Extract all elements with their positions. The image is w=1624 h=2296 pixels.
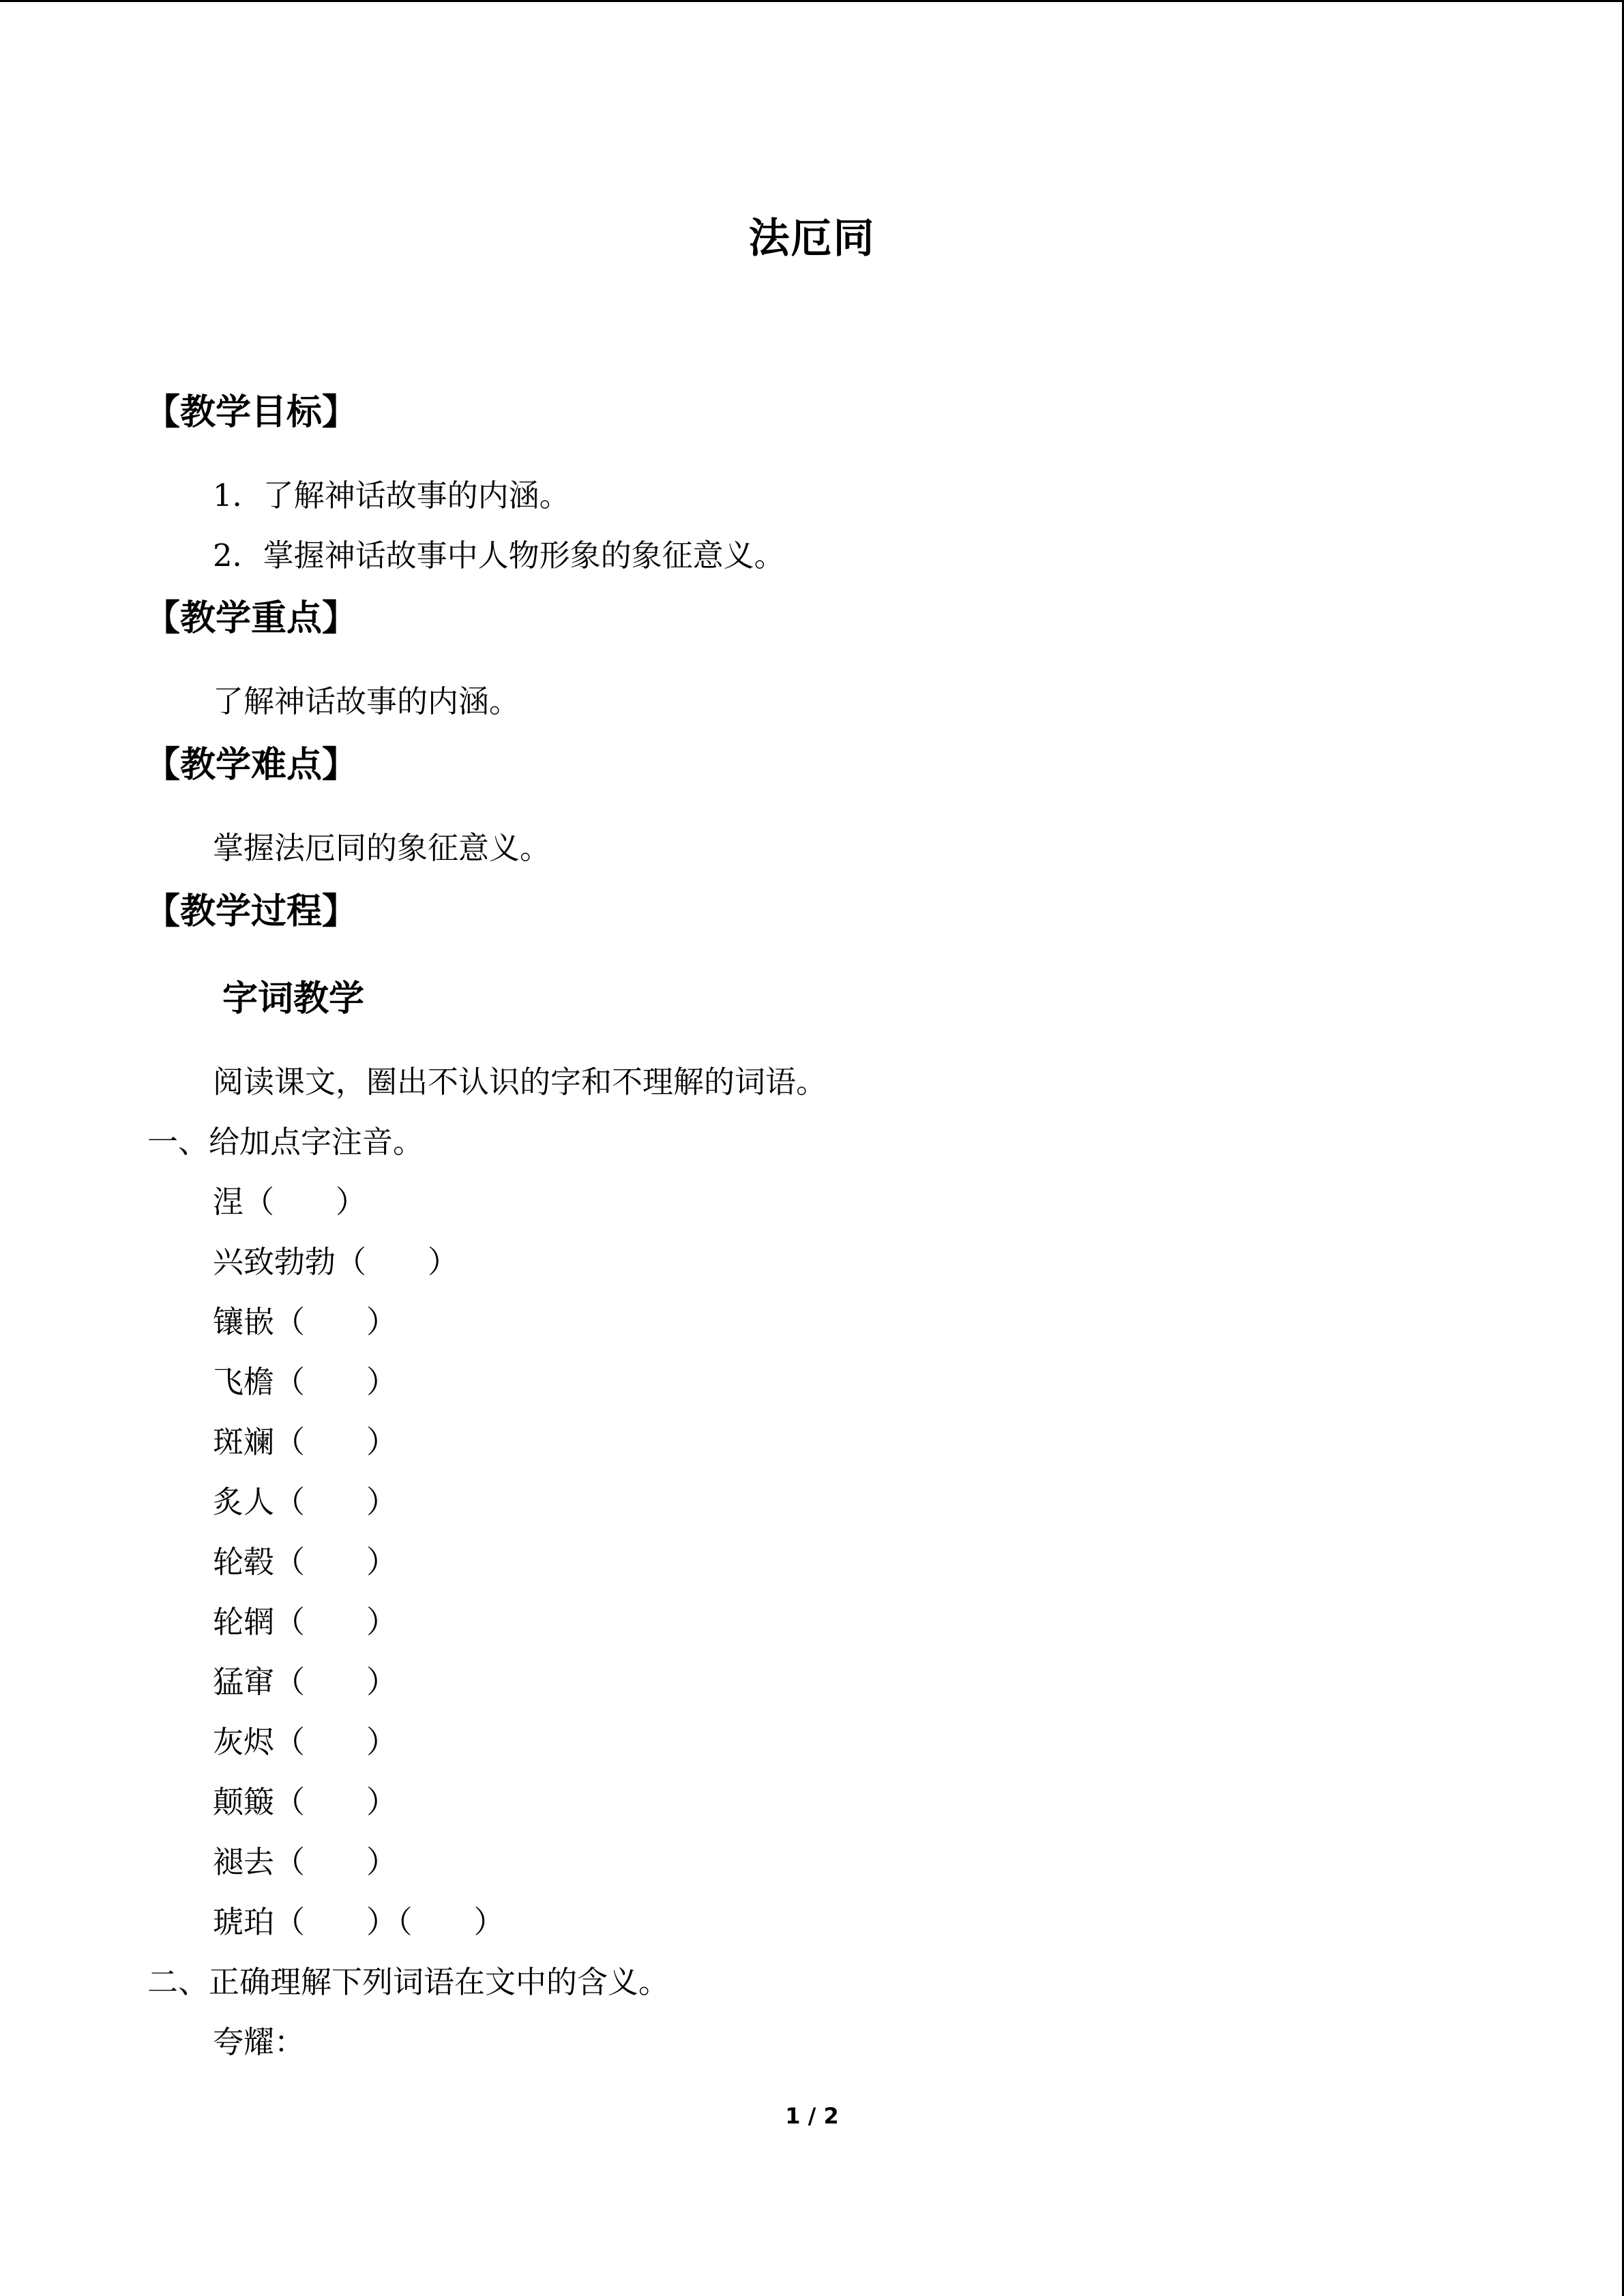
question-1-label: 一、给加点字注音。 [147, 1124, 424, 1160]
heading-teaching-goals: 【教学目标】 [145, 391, 358, 433]
heading-teaching-process: 【教学过程】 [145, 891, 358, 932]
page-number: 1 / 2 [785, 2103, 839, 2129]
subheading-vocabulary: 字词教学 [222, 978, 365, 1019]
key-points-text: 了解神话故事的内涵。 [213, 683, 520, 719]
pinyin-item: 琥珀（ ）（ ） [213, 1904, 505, 1940]
pinyin-item: 飞檐（ ） [213, 1364, 398, 1400]
document-title: 法厄同 [748, 215, 876, 263]
pinyin-item: 轮毂（ ） [213, 1544, 398, 1580]
process-intro: 阅读课文，圈出不认识的字和不理解的词语。 [213, 1064, 827, 1100]
page-top-rule [0, 0, 1624, 2]
difficulties-text: 掌握法厄同的象征意义。 [213, 830, 551, 866]
pinyin-item: 褪去（ ） [213, 1844, 398, 1880]
pinyin-item: 轮辋（ ） [213, 1604, 398, 1640]
pinyin-item: 斑斓（ ） [213, 1424, 398, 1460]
pinyin-item: 灰烬（ ） [213, 1724, 398, 1760]
heading-key-points: 【教学重点】 [145, 597, 358, 639]
pinyin-item: 颠簸（ ） [213, 1784, 398, 1820]
pinyin-item: 兴致勃勃（ ） [213, 1244, 459, 1280]
goal-item-1: 1．了解神话故事的内涵。 [213, 477, 570, 513]
goal-item-2: 2．掌握神话故事中人物形象的象征意义。 [213, 537, 785, 573]
pinyin-item: 涅（ ） [213, 1184, 367, 1220]
pinyin-item: 猛窜（ ） [213, 1664, 398, 1700]
vocabulary-term: 夸耀： [213, 2024, 306, 2060]
pinyin-item: 镶嵌（ ） [213, 1304, 398, 1340]
heading-difficulties: 【教学难点】 [145, 744, 358, 786]
question-2-label: 二、正确理解下列词语在文中的含义。 [147, 1964, 670, 2000]
pinyin-item: 炙人（ ） [213, 1484, 398, 1520]
